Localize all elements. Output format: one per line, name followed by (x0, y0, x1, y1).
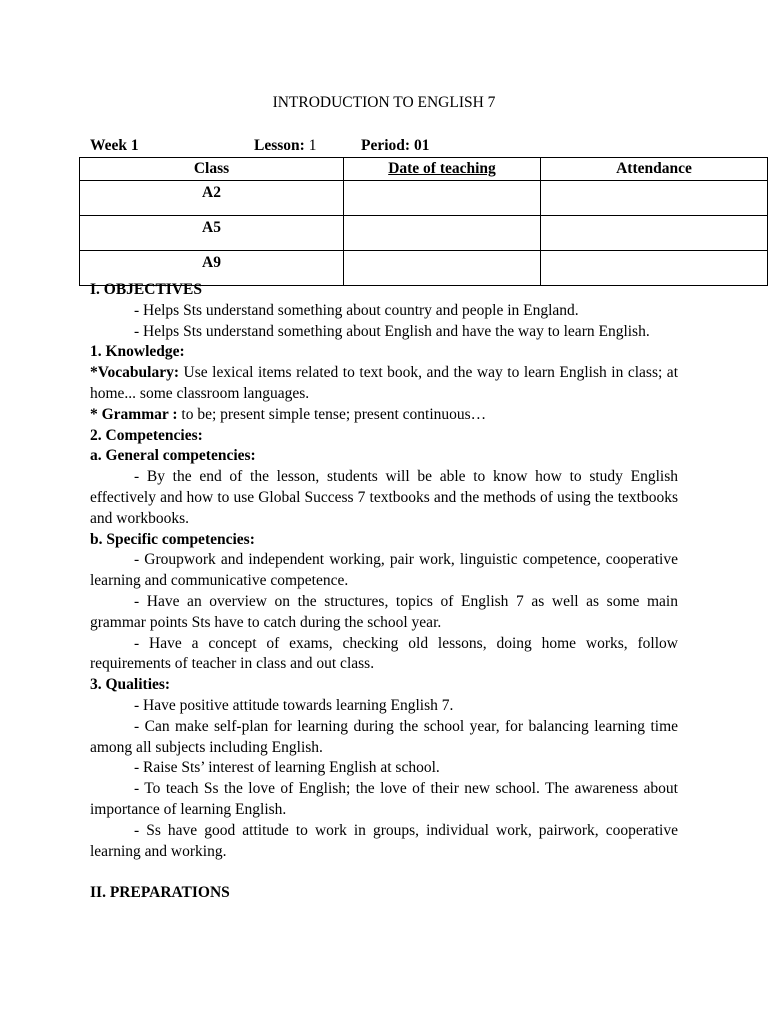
vocabulary-paragraph (90, 363, 678, 405)
specific-competencies-heading: b. Specific competencies: (90, 530, 255, 548)
grammar-paragraph (90, 405, 678, 426)
period-value: 01 (413, 137, 430, 154)
header-date-of-teaching (344, 158, 541, 181)
period-label: Period: (361, 137, 411, 154)
specific-competency-item: - Have a concept of exams, checking old lessons, doing home works, follow requirements of teacher in class and out class. (90, 634, 678, 673)
attendance-cell (541, 216, 768, 251)
general-competencies-heading: a. General competencies: (90, 447, 256, 465)
table-row (80, 216, 768, 251)
specific-competency-item: - Have an overview on the structures, topics of English 7 as well as some main grammar points Sts have to catch during the school year. (90, 592, 678, 631)
lesson-label: Lesson: (254, 137, 305, 154)
knowledge-heading: 1. Knowledge: (90, 343, 185, 361)
quality-item: - Have positive attitude towards learning English 7. (134, 696, 454, 714)
header-class: Class (80, 158, 344, 181)
quality-item: - Raise Sts’ interest of learning English at school. (134, 759, 440, 777)
class-cell: A9 (80, 251, 344, 286)
table-header-row (80, 158, 768, 181)
competencies-heading: 2. Competencies: (90, 426, 203, 444)
lesson-info (254, 136, 316, 157)
lesson-body (90, 280, 678, 904)
preparations-heading: II. PREPARATIONS (90, 884, 230, 902)
grammar-text: to be; present simple tense; present continuous… (177, 405, 487, 423)
date-cell (344, 181, 541, 216)
class-cell: A2 (80, 181, 344, 216)
grammar-label: * Grammar : (90, 405, 178, 423)
specific-competency-item: - Groupwork and independent working, pair work, linguistic competence, cooperative learning and communicative competence. (90, 551, 678, 590)
lesson-value: 1 (308, 137, 317, 154)
objective-item: - Helps Sts understand something about English and have the way to learn English. (134, 322, 650, 340)
week-label: Week 1 (90, 137, 139, 154)
qualities-heading: 3. Qualities: (90, 676, 171, 694)
lesson-meta-row (90, 136, 690, 156)
document-title: INTRODUCTION TO ENGLISH 7 (272, 94, 496, 111)
header-date-label: Date of teaching (388, 160, 496, 177)
quality-item: - Ss have good attitude to work in groups, individual work, pairwork, cooperative learning and working. (90, 821, 678, 860)
objectives-heading: I. OBJECTIVES (90, 281, 202, 298)
vocabulary-label: *Vocabulary: (90, 364, 179, 382)
objective-item: - Helps Sts understand something about country and people in England. (134, 301, 579, 319)
vocabulary-text: Use lexical items related to text book, and the way to learn English in class; at home... some classroom languages. (90, 364, 678, 402)
header-attendance: Attendance (541, 158, 768, 181)
date-cell (344, 216, 541, 251)
quality-item: - Can make self-plan for learning during the school year, for balancing learning time among all subjects including English. (90, 717, 678, 756)
section-spacer (90, 862, 678, 883)
table-row (80, 181, 768, 216)
class-cell: A5 (80, 216, 344, 251)
quality-item: - To teach Ss the love of English; the love of their new school. The awareness about importance of learning English. (90, 780, 678, 818)
attendance-cell (541, 181, 768, 216)
attendance-table (79, 157, 768, 286)
general-competency-item: - By the end of the lesson, students will be able to know how to study English effectively and how to use Global Success 7 textbooks and the methods of using the textbooks and workbooks. (90, 468, 678, 527)
period-info (361, 136, 429, 157)
